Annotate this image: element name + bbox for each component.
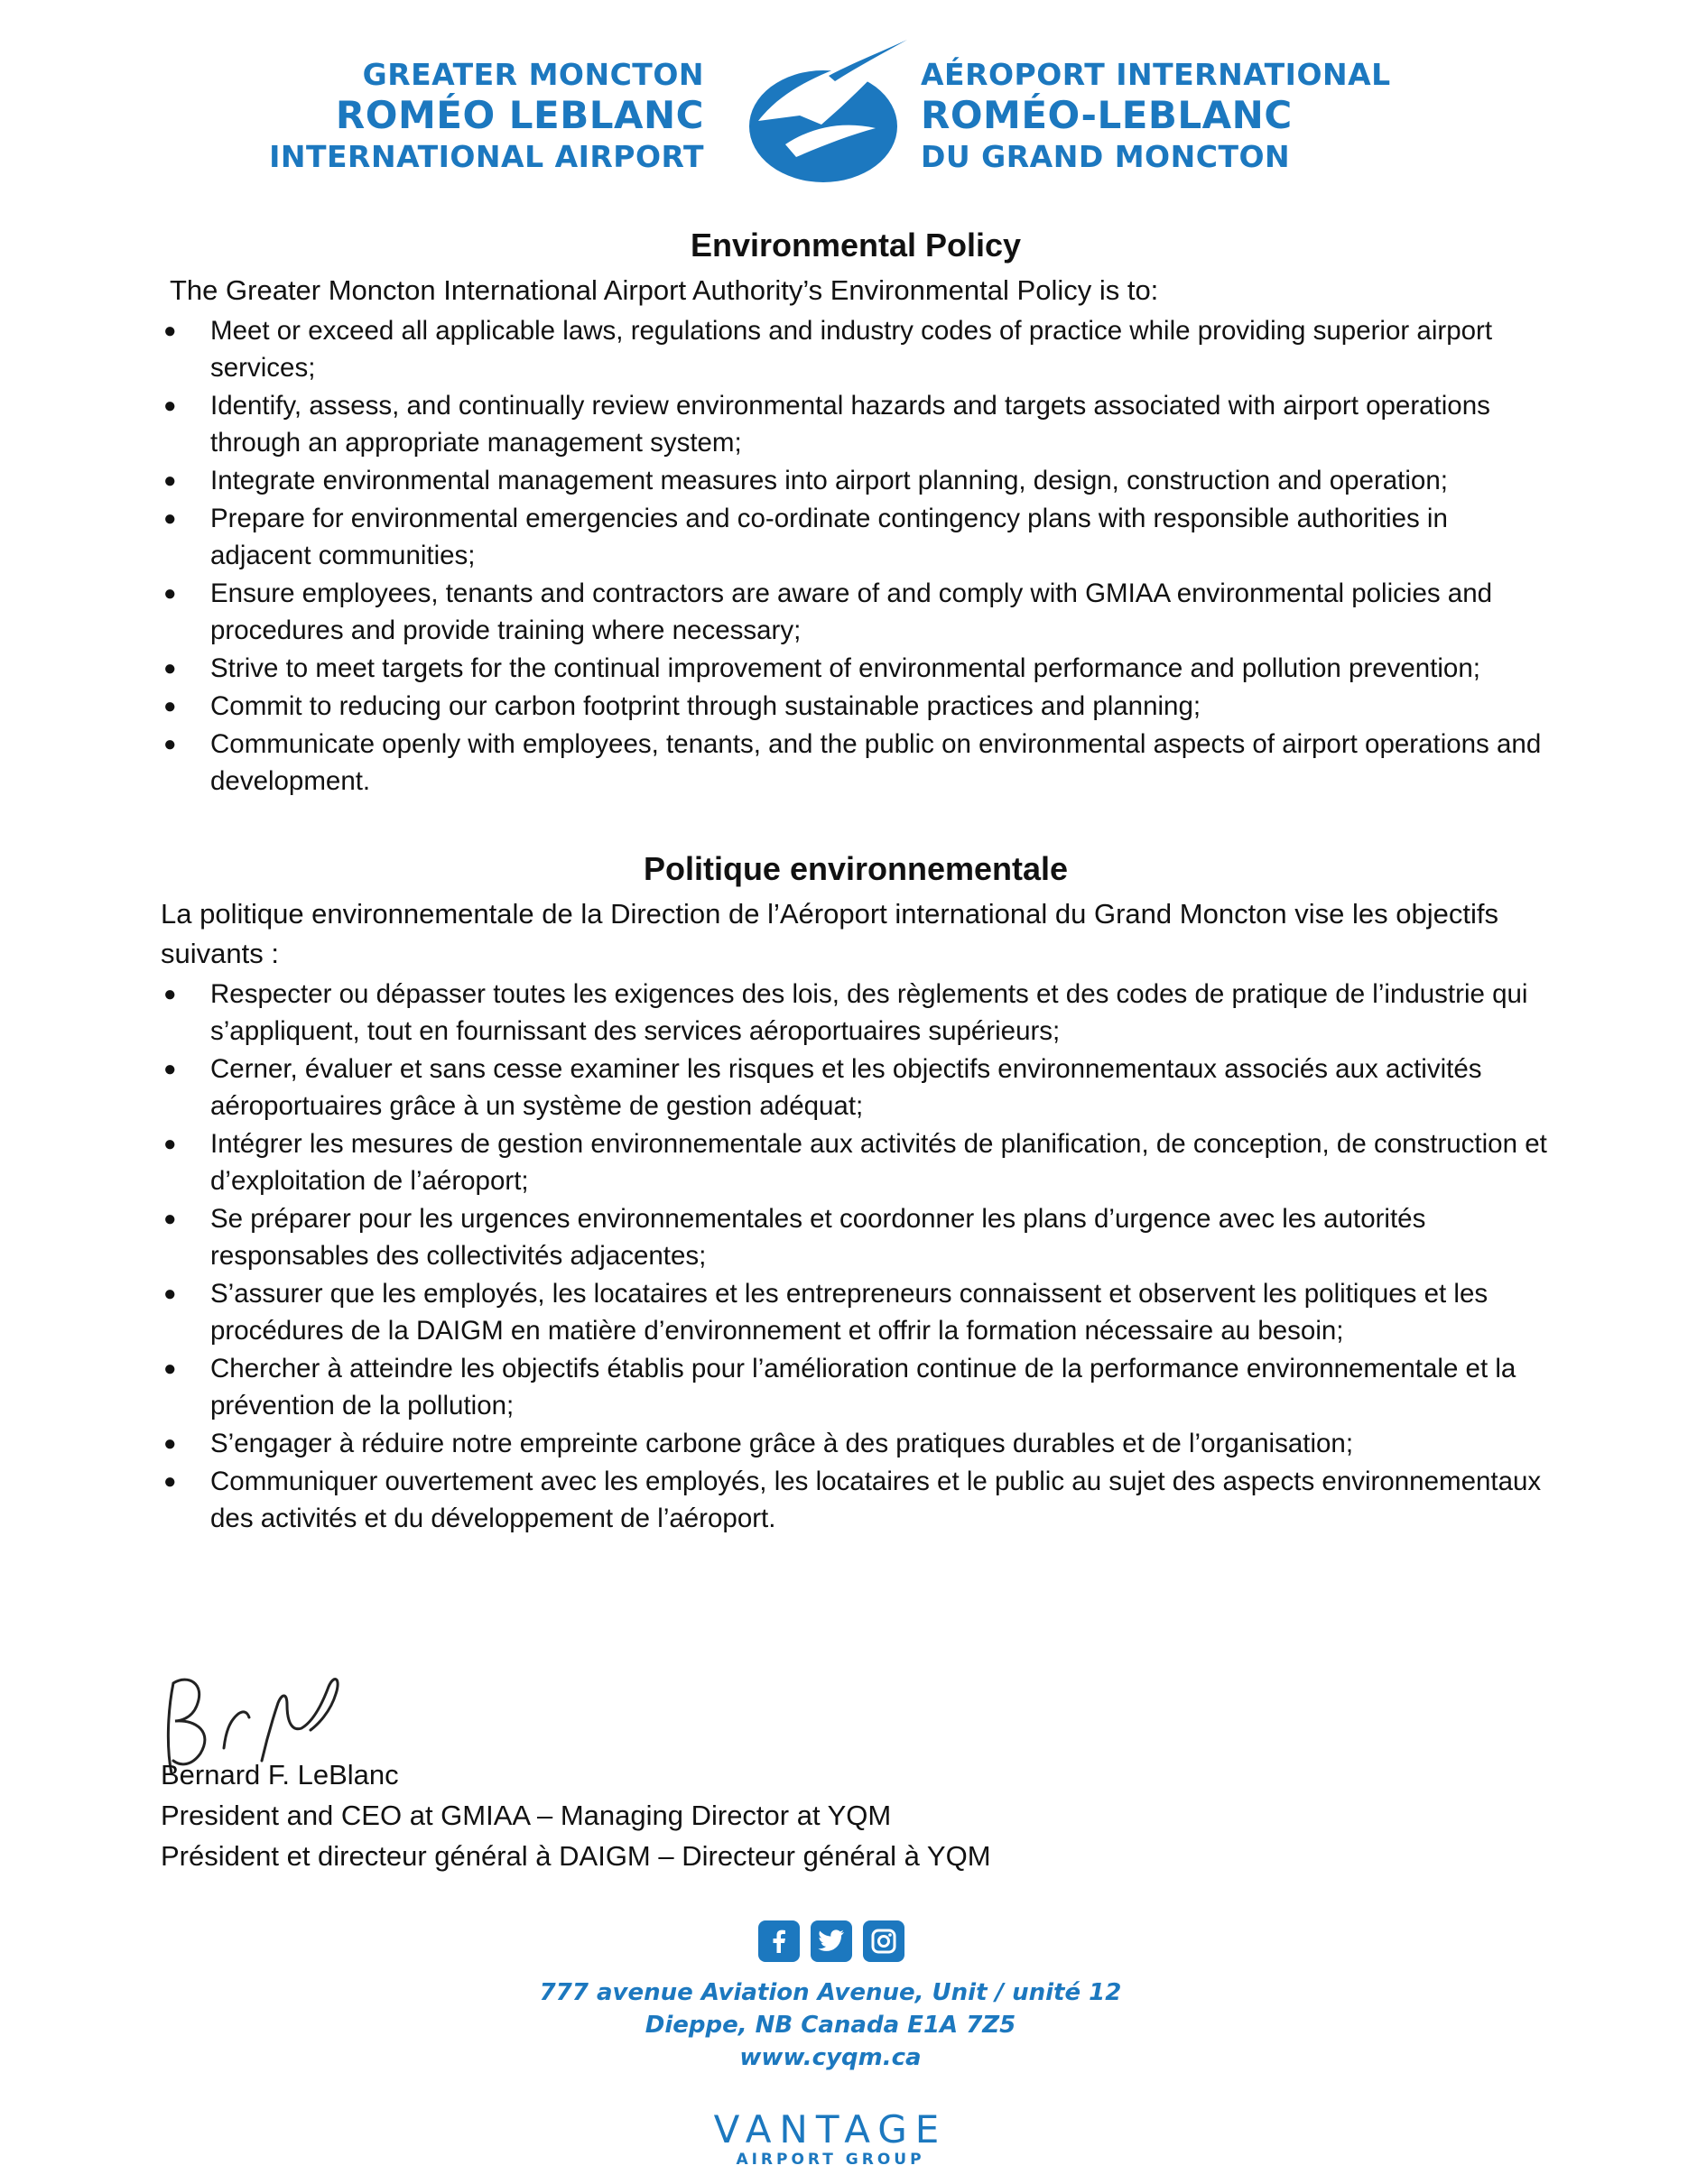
list-item-text: Intégrer les mesures de gestion environnementale aux activités de planification, de conception, de construction et d’exploitation de l’aéroport; xyxy=(210,1129,1547,1196)
list-item xyxy=(161,1050,1551,1124)
airport-logo xyxy=(235,56,1453,187)
list-item-text: Chercher à atteindre les objectifs établis pour l’amélioration continue de la performance environnementale et la prévention de la pollution; xyxy=(210,1354,1516,1421)
bullet-icon: ● xyxy=(163,1469,177,1494)
list-item xyxy=(161,688,1551,725)
section-spacer xyxy=(161,800,1551,847)
logo-en-line1: GREATER MONCTON xyxy=(362,57,704,92)
logo-french-text xyxy=(921,56,1391,177)
list-item-text: Meet or exceed all applicable laws, regulations and industry codes of practice while providing superior airport services; xyxy=(210,316,1493,383)
social-links xyxy=(758,1920,904,1962)
list-item xyxy=(161,1425,1551,1462)
signatory-title-fr: Président et directeur général à DAIGM – Directeur général à YQM xyxy=(161,1840,991,1872)
list-item xyxy=(161,462,1551,499)
vantage-subtitle: AIRPORT GROUP xyxy=(736,2151,925,2169)
address-line1: 777 avenue Aviation Avenue, Unit / unité 12 xyxy=(539,1979,1122,2006)
bullet-icon: ● xyxy=(163,1057,177,1081)
list-item-text: Prepare for environmental emergencies and co-ordinate contingency plans with responsible authorities in adjacent communities; xyxy=(210,504,1448,570)
list-item-text: S’assurer que les employés, les locataires et les entrepreneurs connaissent et observent les politiques et les procédures de la DAIGM en matière d’environnement et offrir la formation nécessaire au besoin; xyxy=(210,1279,1489,1346)
list-item-text: Identify, assess, and continually review environmental hazards and targets associated with airport operations through an appropriate management system; xyxy=(210,391,1490,458)
list-item xyxy=(161,1463,1551,1537)
signatory-title-en: President and CEO at GMIAA – Managing Director at YQM xyxy=(161,1800,892,1831)
list-item xyxy=(161,1275,1551,1349)
bullet-icon: ● xyxy=(163,982,177,1006)
english-intro: The Greater Moncton International Airport Authority’s Environmental Policy is to: xyxy=(170,274,1159,306)
twitter-icon[interactable] xyxy=(811,1920,852,1962)
list-item-text: Commit to reducing our carbon footprint through sustainable practices and planning; xyxy=(210,691,1201,721)
vantage-logo xyxy=(0,2107,1661,2170)
list-item xyxy=(161,500,1551,574)
english-policy-list xyxy=(161,312,1551,800)
bullet-icon: ● xyxy=(163,506,177,531)
bullet-icon: ● xyxy=(163,1132,177,1156)
airplane-swoosh-icon xyxy=(722,38,912,191)
english-title: Environmental Policy xyxy=(690,227,1022,264)
list-item xyxy=(161,1350,1551,1424)
bullet-icon: ● xyxy=(163,319,177,343)
bullet-icon: ● xyxy=(163,656,177,680)
website-link[interactable]: www.cyqm.ca xyxy=(739,2044,922,2071)
list-item-text: Communicate openly with employees, tenants, and the public on environmental aspects of airport operations and development. xyxy=(210,729,1542,796)
list-item xyxy=(161,650,1551,687)
list-item xyxy=(161,726,1551,800)
list-item xyxy=(161,1125,1551,1199)
logo-en-line3: INTERNATIONAL AIRPORT xyxy=(269,139,704,174)
list-item-text: Respecter ou dépasser toutes les exigences des lois, des règlements et des codes de pratique de l’industrie qui s’appliquent, tout en fournissant des services aéroportuaires supérieurs; xyxy=(210,979,1528,1046)
list-item xyxy=(161,575,1551,649)
logo-english-text xyxy=(235,56,704,177)
bullet-icon: ● xyxy=(163,581,177,606)
bullet-icon: ● xyxy=(163,1207,177,1231)
list-item-text: Strive to meet targets for the continual improvement of environmental performance and pollution prevention; xyxy=(210,653,1480,683)
bullet-icon: ● xyxy=(163,732,177,756)
list-item-text: S’engager à réduire notre empreinte carbone grâce à des pratiques durables et de l’organisation; xyxy=(210,1429,1354,1458)
french-title: Politique environnementale xyxy=(643,850,1069,887)
list-item-text: Communiquer ouvertement avec les employés, les locataires et le public au sujet des aspects environnementaux des activités et du développement de l’aéroport. xyxy=(210,1467,1542,1533)
logo-en-line2: ROMÉO LEBLANC xyxy=(335,93,704,137)
list-item xyxy=(161,312,1551,386)
bullet-icon: ● xyxy=(163,1282,177,1306)
bullet-icon: ● xyxy=(163,468,177,493)
french-policy-list xyxy=(161,976,1551,1537)
signature-block xyxy=(161,1754,991,1876)
list-item xyxy=(161,976,1551,1050)
bullet-icon: ● xyxy=(163,1356,177,1381)
contact-address xyxy=(0,1976,1661,2074)
list-item-text: Cerner, évaluer et sans cesse examiner les risques et les objectifs environnementaux associés aux activités aéroportuaires grâce à un système de gestion adéquat; xyxy=(210,1054,1482,1121)
list-item xyxy=(161,1200,1551,1274)
policy-document xyxy=(161,224,1551,1538)
instagram-icon[interactable] xyxy=(863,1920,904,1962)
list-item-text: Se préparer pour les urgences environnementales et coordonner les plans d’urgence avec les autorités responsables des collectivités adjacentes; xyxy=(210,1204,1426,1271)
logo-fr-line3: DU GRAND MONCTON xyxy=(921,139,1291,174)
bullet-icon: ● xyxy=(163,694,177,718)
french-intro: La politique environnementale de la Direction de l’Aéroport international du Grand Moncton vise les objectifs suivants : xyxy=(161,898,1498,969)
list-item-text: Integrate environmental management measures into airport planning, design, construction and operation; xyxy=(210,466,1448,495)
logo-fr-line2: ROMÉO-LEBLANC xyxy=(921,93,1293,137)
logo-fr-line1: AÉROPORT INTERNATIONAL xyxy=(921,57,1391,92)
bullet-icon: ● xyxy=(163,1431,177,1456)
list-item-text: Ensure employees, tenants and contractors are aware of and comply with GMIAA environmental policies and procedures and provide training where necessary; xyxy=(210,578,1493,645)
signatory-name: Bernard F. LeBlanc xyxy=(161,1759,399,1791)
vantage-name: VANTAGE xyxy=(713,2107,948,2152)
list-item xyxy=(161,387,1551,461)
address-line2: Dieppe, NB Canada E1A 7Z5 xyxy=(645,2012,1016,2039)
bullet-icon: ● xyxy=(163,393,177,418)
facebook-icon[interactable] xyxy=(758,1920,800,1962)
